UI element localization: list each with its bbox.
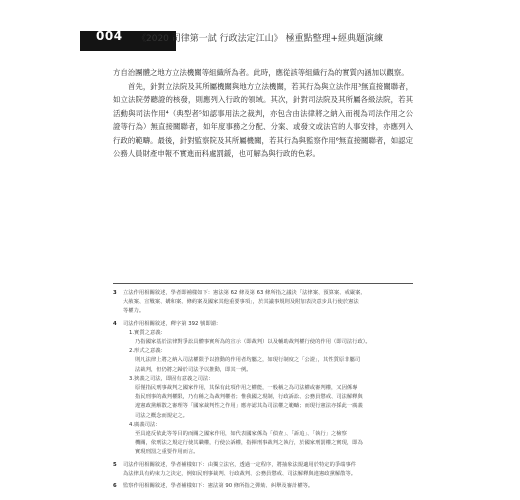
footnote-number: 3	[113, 290, 117, 296]
footnote-3	[113, 289, 413, 317]
footnote-body	[123, 289, 413, 317]
footnote-5	[113, 461, 413, 479]
footnote-line: 司法作用相關敘述，釋字第 392 號即謂：	[123, 320, 222, 327]
footnote-line: 立法作用相關敘述，學者即補樣如下：憲法第 62 條及第 63 條所指之議決「法律案、預算案、戒嚴案、	[123, 290, 366, 296]
footnote-number: 4	[113, 320, 117, 327]
footnotes-section	[113, 289, 413, 494]
footnote-line: 監察作用相關敘述，學者補樣如下：憲法第 90 條所指之彈劾、糾舉及審計權等。	[123, 483, 314, 490]
footnote-body	[123, 461, 413, 479]
footnote-line: 1.實質之意義：	[129, 329, 166, 336]
footnote-line: 違憲政黨解散之審理等「國家裁判性之作用」應亦認其為司法權之範疇；而現行憲法亦採此一廣義	[135, 403, 363, 410]
body-paragraph: 方自治團體之地方立法機關等組織所為者。此時，應從該等組織行為的實質內涵加以觀察。	[113, 68, 409, 77]
footnote-number: 5	[113, 461, 117, 468]
footnote-line: 司法之概念而規定之。	[135, 412, 188, 419]
footnote-line: 指民刑事的裁判權限，乃有稱之為裁判權者；惟我國之現制，行政訴訟、公務員懲戒、司法解釋與	[135, 394, 363, 401]
footnote-6	[113, 482, 413, 491]
footnote-4	[113, 320, 413, 458]
footnote-line: 等權力。	[123, 308, 145, 315]
footnote-line: 至具違反依此等等目的而關之國家作用，如代表國家係為「偵查」、「訴追」、「執行」之檢察	[135, 431, 347, 438]
footnote-line: 乃指國家基於法律對爭訟具體事實所為的宣示（即裁判）以及輔助裁判權行使的作用（即司法行政）。	[135, 339, 371, 346]
footnote-line: 則凡法律上將之納入司法權限予以推動的作用者均屬之，如現行制度之「公證」，其性質原非屬司	[135, 357, 361, 364]
footnote-line: 機關，依刑法之規定行使其職權，行使公訴權，指揮刑事裁判之執行，於國家刑罰權之實現，即為	[135, 440, 363, 447]
footnote-line: 實現刑罰之重要作用而言。	[135, 449, 199, 456]
body-paragraph: 首先，針對立法院及其所屬機關與地方立法機關，若其行為與立法作用³無直接關聯者，如立法院勞聽證的核發，則應列入行政的領域。其次，針對司法院及其所屬各級法院，若其活動與司法作用⁴（典型者⁵如認事用法之裁判，亦包含由法律將之納入而視為司法作用之公證等行為）無直接關聯者，如年度事務之分配、分案、或發文或法官的人事安排，亦應列入行政的範疇。最後，針對監察院及其所屬機關，若其行為與監察作用⁶無直接關聯者，如認定公務人員財產申報不實進而科處罰鍰，也可解為與行政的色彩。	[113, 81, 413, 158]
page-number-text: 004	[96, 29, 123, 43]
footnote-line: 3.狹義之司法，即固有意義之司法：	[129, 375, 214, 382]
footnote-body	[123, 320, 413, 458]
main-body-text	[113, 66, 413, 161]
footnote-line: 司法作用相關敘述，學者補樣如下：由獨立法官，透過一定程序，將抽象法規適用於特定的爭端事件	[123, 461, 357, 468]
footnote-line: 大赦案、宣戰案、媾和案、條約案及國家其他重要事項」，於其議事規則及附加表決意步具行使於憲法	[123, 299, 359, 306]
footnote-line: 4.廣義司法：	[129, 421, 161, 428]
running-header-title: 《2020 司律第一試 行政法定江山》 極重點整理+經典題演練	[137, 34, 384, 44]
footnote-line: 法裁判，但仍將之歸於司法予以推動，即其一例。	[135, 366, 252, 373]
footnote-line: 為法律具有約束力之決定，例如民刑事裁判、行政裁判、公務員懲戒、司法解釋與違憲政黨解散等。	[123, 470, 357, 477]
footnote-divider	[113, 283, 413, 284]
page-number	[96, 29, 123, 43]
footnote-line: 2.形式之意義：	[129, 348, 166, 355]
footnote-body	[123, 482, 413, 491]
footnote-number: 6	[113, 483, 117, 490]
footnote-line: 原僅指民刑事裁判之國家作用，其保有此項作用之權能，一般稱之為司法權或審判權，又因係專	[135, 385, 358, 392]
